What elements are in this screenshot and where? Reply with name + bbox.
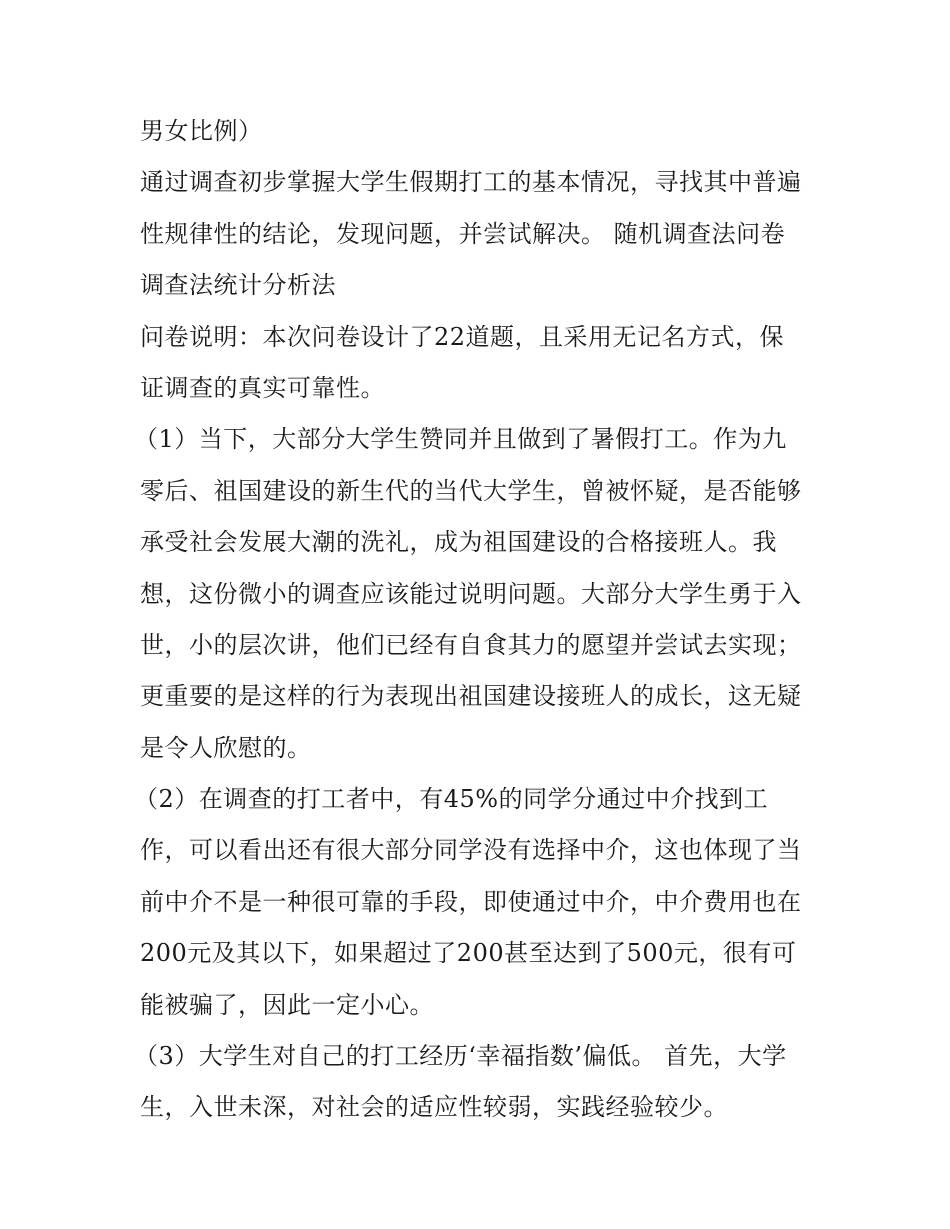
text-line: 200元及其以下，如果超过了200甚至达到了500元，很有可 <box>140 939 797 968</box>
text-line: 想，这份微小的调查应该能过说明问题。大部分大学生勇于入 <box>140 579 802 608</box>
text-line: 生，入世未深，对社会的适应性较弱，实践经验较少。 <box>140 1093 728 1122</box>
text-line: 通过调查初步掌握大学生假期打工的基本情况，寻找其中普遍 <box>140 168 802 197</box>
text-line: 问卷说明：本次问卷设计了22道题，且采用无记名方式，保 <box>140 322 785 351</box>
text-line: 世，小的层次讲，他们已经有自食其力的愿望并尝试去实现； <box>140 630 802 659</box>
text-line: 性规律性的结论，发现问题，并尝试解决。 随机调查法问卷 <box>140 219 786 248</box>
text-line: （2）在调查的打工者中，有45%的同学分通过中介找到工 <box>134 785 769 814</box>
text-line: （3）大学生对自己的打工经历‘幸福指数’偏低。 首先，大学 <box>134 1042 787 1071</box>
text-line: 证调查的真实可靠性。 <box>140 373 385 402</box>
text-line: 更重要的是这样的行为表现出祖国建设接班人的成长，这无疑 <box>140 682 802 711</box>
text-line: 男女比例） <box>140 117 263 145</box>
text-line: 作，可以看出还有很大部分同学没有选择中介，这也体现了当 <box>140 836 802 865</box>
body-text <box>134 106 820 1134</box>
text-line: 能被骗了，因此一定小心。 <box>140 990 434 1019</box>
text-line: 前中介不是一种很可靠的手段，即使通过中介，中介费用也在 <box>140 887 802 916</box>
text-line: 是令人欣慰的。 <box>140 733 312 762</box>
text-line: 调查法统计分析法 <box>140 271 336 300</box>
text-line: 承受社会发展大潮的洗礼，成为祖国建设的合格接班人。我 <box>140 528 777 557</box>
text-line: 零后、祖国建设的新生代的当代大学生，曾被怀疑，是否能够 <box>140 476 802 505</box>
text-line: （1）当下，大部分大学生赞同并且做到了暑假打工。作为九 <box>134 425 787 454</box>
